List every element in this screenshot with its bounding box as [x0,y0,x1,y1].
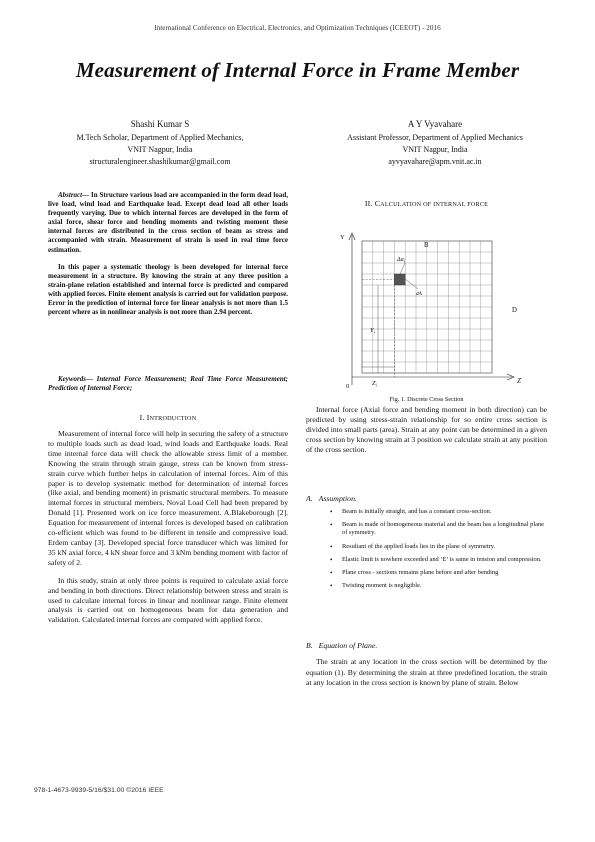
author-email[interactable]: ayvyavahare@apm.vnit.ac.in [388,157,482,166]
keywords: Keywords— Internal Force Measurement; Real Time Force Measurement; Prediction of Internal Force; [48,375,288,393]
section-initial: I [146,413,150,422]
calculation-paragraph-1: Internal force (Axial force and bending moment in both direction) can be predicted by using stress-strain relationship for so entire cross section is divided into small parts (area). Strain at any point can be determined in a given cross section by knowing strain at 3 position we calculate strain at any position of the cross section. [306,405,547,454]
svg-text:Z [517,377,521,385]
yi-subscript: i [373,329,375,335]
svg-text:dA [416,291,423,297]
abstract-text-1: In Structure various load are accompanied in the form dead load, live load, wind load and Earthquake load. Except dead load all other loads frequently varying. Due to which internal forces are developed in the form of axial force, shear force and bending moments and twisting moment these internal forces are distributed in the cross section of beam as stress and accompanied with strain. Measurement of strain is used in real time force estimation. [48,191,288,254]
section-title-rest: ALCULATION OF INTERNAL FORCE [380,201,489,208]
origin-label: 0 [346,383,350,390]
y-axis-label: Y [340,234,345,241]
author-block-1 [30,118,290,168]
assumption-list [330,508,544,595]
introduction-heading [48,413,288,424]
section-initial: C [374,199,381,208]
section-number: I. [139,413,145,422]
subsection-label: A. [306,494,313,503]
abstract-label: Abstract— [58,191,90,199]
discrete-cross-section-figure [336,223,532,393]
abstract-paragraph-1 [48,191,288,255]
plane-heading [306,641,547,651]
subsection-label: B. [306,641,313,650]
section-title-rest: NTRODUCTION [149,415,197,422]
subsection-title: Equation of Plane. [318,641,378,650]
conference-header: International Conference on Electrical, Electronics, and Optimization Techniques (ICEEOT) - 2016 [154,24,441,32]
da-subscript: i [403,258,405,264]
svg-text:Yi [370,327,376,335]
yi-label: Y [370,327,374,334]
axes [349,233,514,385]
svg-text:Zi [372,380,378,388]
list-item: • Twisting moment is negligible. [330,582,544,590]
list-item: • Beam is initially straight, and has a constant cross-section. [330,508,544,516]
calculation-heading [306,199,547,210]
svg-text:Δai [396,256,406,264]
list-item: • Elastic limit is nowhere exceeded and ‘E’ is same in tension and compression. [330,556,544,564]
intro-paragraph-1: Measurement of internal force will help in securing the safety of a structure to multiple loads such as dead load, wind loads and Earthquake loads. Real time internal force data will check the allowable stress limit of a member. Knowing the strain through strain gauge, stress can be known from stress-strain curve which further helps in calculation of internal forces. Aim of this paper is to develop systematic method for determination of internal forces (like axial, and bending moment) in prismatic structural members. To measure internal forces in structural members, Noval Load Cell had been prepared by Donald [1]. Presented work on ice force measurement. A.Blakeborough [2]. Equation for measurement of internal forces is developed based on calibration co-efficient which was found to be different in tensile and compressive load. Erdem canbay [3]. Developed special force transducer which was limited for 35 kN axial force, 4 kN shear force and 3 kNm bending moment with factor of safety of 2. [48,429,288,567]
svg-text:0 [346,383,349,390]
dA-label: dA [416,291,422,297]
da-label: Δa [397,256,404,263]
section-number: II. [364,199,373,208]
abstract [48,191,288,325]
dimension-lines [362,263,418,377]
zi-subscript: i [375,382,377,388]
subsection-title: Assumption. [318,494,357,503]
calculation-body [306,405,547,455]
plane-paragraph-1: The strain at any location in the cross section will be determined by the equation (1). By determining the strain at three predefined location, the strain at any location in the cross section is known by plane of strain. Below [306,657,547,688]
introduction-body [48,429,288,633]
intro-paragraph-2: In this study, strain at only three points is required to calculate axial force and bending in both directions. Direct relationship between stress and strain is used to calculate internal forces in linear and nonlinear range. Finite element analysis is carried out on homogeneous beam for data generation and validation. Calculated internal forces are compared with applied force. [48,575,288,625]
width-label: B [424,242,429,249]
paper-title: Measurement of Internal Force in Frame Member [75,58,520,82]
area-element [394,274,405,285]
author-institution: VNIT Nagpur, India [402,145,468,154]
cross-section-grid [362,241,492,373]
author-name: Shashi Kumar S [130,119,190,129]
z-axis-label: Z [517,377,521,385]
abstract-paragraph-2: In this paper a systematic theology is been developed for internal force measurement in a structure. By knowing the strain at any three position a strain-plane relation established and internal force is predicted and compared with applied forces. Finite element analysis is carried out for validation purpose. Error in the prediction of internal force for linear analysis is not more than 1.5 percent where as in nonlinear analysis is not more than 2.94 percent. [48,262,288,317]
author-institution: VNIT Nagpur, India [127,145,193,154]
figure-caption: Fig. 1. Discrete Cross Section [389,396,464,403]
depth-label: D [512,307,517,314]
list-item: • Beam is made of homogeneous material and the beam has a longitudinal plane of symmetry. [330,521,544,537]
plane-body [306,657,547,689]
copyright-footer: 978-1-4673-9939-5/16/$31.00 ©2016 IEEE [34,787,164,794]
list-item: • Resultant of the applied loads lies in the plane of symmetry. [330,543,544,551]
author-block-2 [305,118,565,168]
author-name: A Y Vyavahare [407,119,463,129]
svg-text:B [424,242,429,249]
list-item: • Plane cross - sections remains plane before and after bending [330,569,544,577]
da-leader [400,263,405,274]
author-email[interactable]: structuralengineer.shashikumar@gmail.com [89,157,231,166]
zi-label: Z [372,380,376,387]
author-affiliation: M.Tech Scholar, Department of Applied Mechanics, [76,133,244,142]
svg-text:Y [340,234,345,241]
author-affiliation: Assistant Professor, Department of Applied Mechanics [347,133,523,142]
assumption-heading [306,494,547,504]
svg-text:D [512,307,517,314]
